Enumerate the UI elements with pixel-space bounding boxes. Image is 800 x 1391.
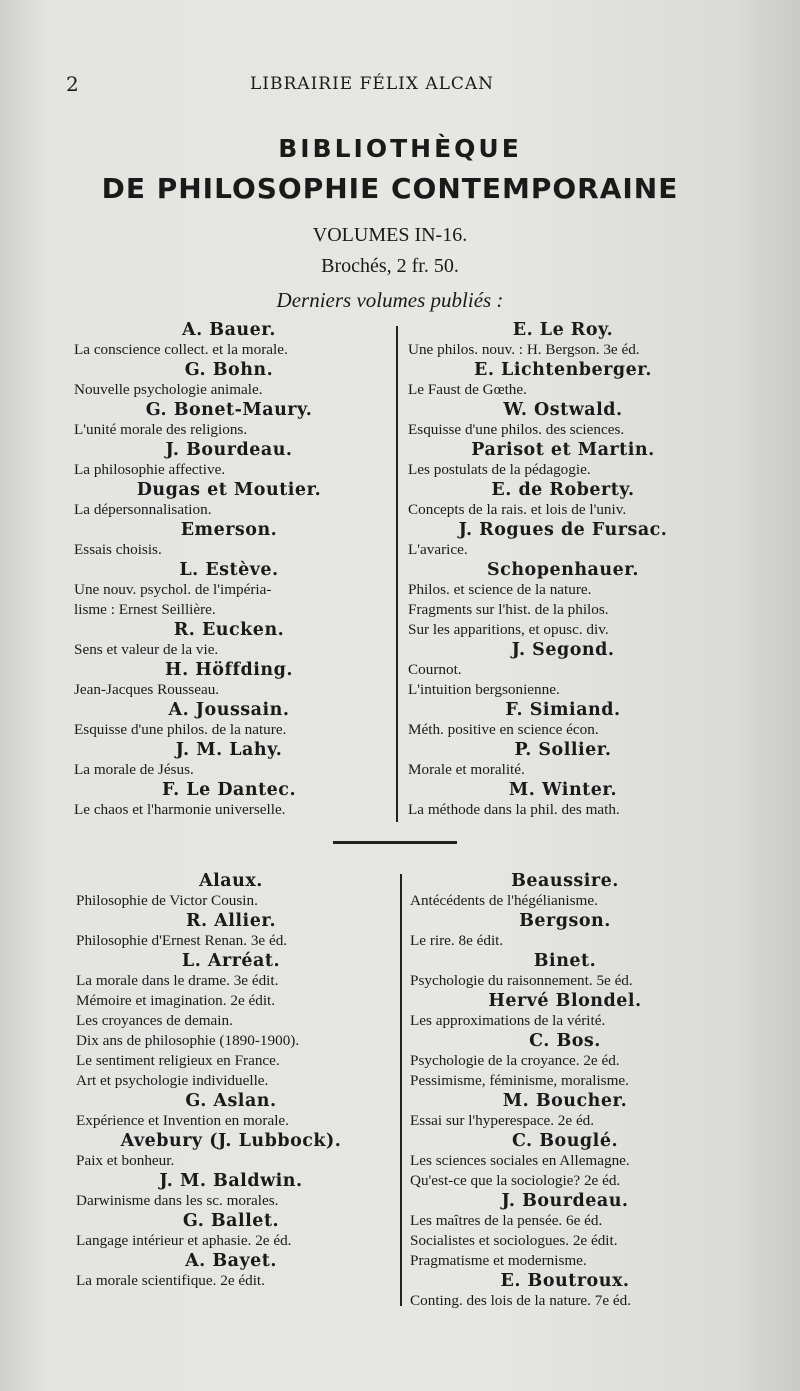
price-line: Brochés, 2 fr. 50. (321, 255, 459, 277)
book-title: Philosophie de Victor Cousin. (76, 892, 258, 909)
book-title: Esquisse d'une philos. des sciences. (408, 421, 625, 438)
book-title: Fragments sur l'hist. de la philos. (408, 601, 609, 618)
author-name: L. Arréat. (181, 951, 281, 971)
author-name: Dugas et Moutier. (136, 480, 322, 500)
book-title: Essai sur l'hyperespace. 2e éd. (410, 1112, 595, 1129)
book-title: La dépersonnalisation. (74, 501, 212, 518)
book-title: Paix et bonheur. (76, 1152, 175, 1169)
book-title: Nouvelle psychologie animale. (74, 381, 263, 398)
book-title: Cournot. (408, 661, 462, 678)
book-title: Une nouv. psychol. de l'impéria- (74, 581, 272, 598)
author-name: M. Winter. (508, 780, 618, 800)
book-title: Qu'est-ce que la sociologie? 2e éd. (410, 1172, 621, 1189)
book-title: Jean-Jacques Rousseau. (74, 681, 220, 698)
series-title-line2: DE PHILOSOPHIE CONTEMPORAINE (101, 172, 679, 205)
format-line: VOLUMES IN-16. (312, 224, 468, 246)
book-title: La morale scientifique. 2e édit. (76, 1272, 265, 1289)
book-title: Darwinisme dans les sc. morales. (76, 1192, 279, 1209)
author-name: Schopenhauer. (487, 560, 639, 580)
book-title: La morale dans le drame. 3e édit. (76, 972, 279, 989)
section-separator (333, 841, 457, 844)
author-name: M. Boucher. (502, 1091, 628, 1111)
book-title: Morale et moralité. (408, 761, 525, 778)
book-title: La conscience collect. et la morale. (74, 341, 288, 358)
book-title: Sens et valeur de la vie. (74, 641, 219, 658)
author-name: G. Bonet-Maury. (145, 400, 313, 420)
book-title: Essais choisis. (74, 541, 162, 558)
page-number: 2 (66, 72, 79, 96)
book-title: lisme : Ernest Seillière. (74, 601, 216, 618)
book-title: Philos. et science de la nature. (408, 581, 592, 598)
book-title: Pragmatisme et modernisme. (410, 1252, 587, 1269)
book-title: Les croyances de demain. (76, 1012, 233, 1029)
book-title: Esquisse d'une philos. de la nature. (74, 721, 287, 738)
author-name: J. Bourdeau. (165, 440, 293, 460)
author-name: R. Eucken. (173, 620, 285, 640)
book-title: Le sentiment religieux en France. (76, 1052, 280, 1069)
author-name: J. Bourdeau. (501, 1191, 629, 1211)
book-title: Psychologie de la croyance. 2e éd. (410, 1052, 620, 1069)
catalog-right-column (410, 871, 720, 1311)
running-head: LIBRAIRIE FÉLIX ALCAN (250, 74, 495, 94)
author-name: G. Ballet. (182, 1211, 280, 1231)
book-title: La méthode dans la phil. des math. (408, 801, 620, 818)
author-name: G. Aslan. (185, 1091, 277, 1111)
author-name: C. Bos. (529, 1031, 601, 1051)
author-name: A. Joussain. (168, 700, 290, 720)
book-title: Sur les apparitions, et opusc. div. (408, 621, 609, 638)
author-name: J. M. Baldwin. (159, 1171, 303, 1191)
author-name: H. Höffding. (165, 660, 293, 680)
column-divider (396, 326, 398, 822)
book-title: La morale de Jésus. (74, 761, 194, 778)
author-name: R. Allier. (185, 911, 277, 931)
author-name: Avebury (J. Lubbock). (120, 1131, 342, 1151)
book-title: Art et psychologie individuelle. (76, 1072, 269, 1089)
book-title: Le rire. 8e édit. (410, 932, 504, 949)
book-title: Philosophie d'Ernest Renan. 3e éd. (76, 932, 288, 949)
recent-volumes-heading: Derniers volumes publiés : (276, 288, 504, 312)
author-name: P. Sollier. (514, 740, 612, 760)
author-name: F. Simiand. (505, 700, 621, 720)
series-title-line1: BIBLIOTHÈQUE (278, 134, 522, 163)
book-title: Conting. des lois de la nature. 7e éd. (410, 1292, 632, 1309)
book-title: Méth. positive en science écon. (408, 721, 599, 738)
author-name: G. Bohn. (184, 360, 274, 380)
book-title: Les postulats de la pédagogie. (408, 461, 591, 478)
author-name: Binet. (533, 951, 597, 971)
recent-volumes-left-column (74, 320, 384, 820)
author-name: E. Lichtenberger. (474, 360, 652, 380)
book-title: Antécédents de l'hégélianisme. (410, 892, 598, 909)
column-divider (400, 874, 402, 1306)
book-title: L'unité morale des religions. (74, 421, 248, 438)
book-title: Socialistes et sociologues. 2e édit. (410, 1232, 618, 1249)
book-title: Dix ans de philosophie (1890-1900). (76, 1032, 300, 1049)
book-title: Pessimisme, féminisme, moralisme. (410, 1072, 629, 1089)
author-name: W. Ostwald. (503, 400, 623, 420)
book-title: Les approximations de la vérité. (410, 1012, 606, 1029)
book-title: Le Faust de Gœthe. (408, 381, 527, 398)
book-title: La philosophie affective. (74, 461, 226, 478)
book-title: Une philos. nouv. : H. Bergson. 3e éd. (408, 341, 640, 358)
author-name: J. Segond. (511, 640, 615, 660)
catalog-left-column (76, 871, 386, 1291)
author-name: E. Le Roy. (512, 320, 614, 340)
author-name: Alaux. (199, 871, 263, 891)
book-title: Concepts de la rais. et lois de l'univ. (408, 501, 627, 518)
author-name: C. Bouglé. (511, 1131, 619, 1151)
author-name: Beaussire. (511, 871, 619, 891)
book-title: Les maîtres de la pensée. 6e éd. (410, 1212, 603, 1229)
book-title: Expérience et Invention en morale. (76, 1112, 289, 1129)
author-name: L. Estève. (179, 560, 279, 580)
author-name: A. Bayet. (185, 1251, 277, 1271)
book-title: L'intuition bergsonienne. (408, 681, 560, 698)
author-name: Emerson. (180, 520, 278, 540)
author-name: Bergson. (519, 911, 611, 931)
book-title: Les sciences sociales en Allemagne. (410, 1152, 630, 1169)
author-name: J. M. Lahy. (175, 740, 283, 760)
recent-volumes-right-column (408, 320, 718, 820)
book-title: Le chaos et l'harmonie universelle. (74, 801, 286, 818)
author-name: Parisot et Martin. (471, 440, 655, 460)
author-name: F. Le Dantec. (161, 780, 297, 800)
book-title: Psychologie du raisonnement. 5e éd. (410, 972, 633, 989)
author-name: E. Boutroux. (500, 1271, 630, 1291)
book-title: Mémoire et imagination. 2e édit. (76, 992, 276, 1009)
author-name: E. de Roberty. (491, 480, 635, 500)
author-name: J. Rogues de Fursac. (458, 520, 668, 540)
book-title: L'avarice. (408, 541, 468, 558)
author-name: A. Bauer. (182, 320, 276, 340)
book-title: Langage intérieur et aphasie. 2e éd. (76, 1232, 292, 1249)
author-name: Hervé Blondel. (488, 991, 642, 1011)
